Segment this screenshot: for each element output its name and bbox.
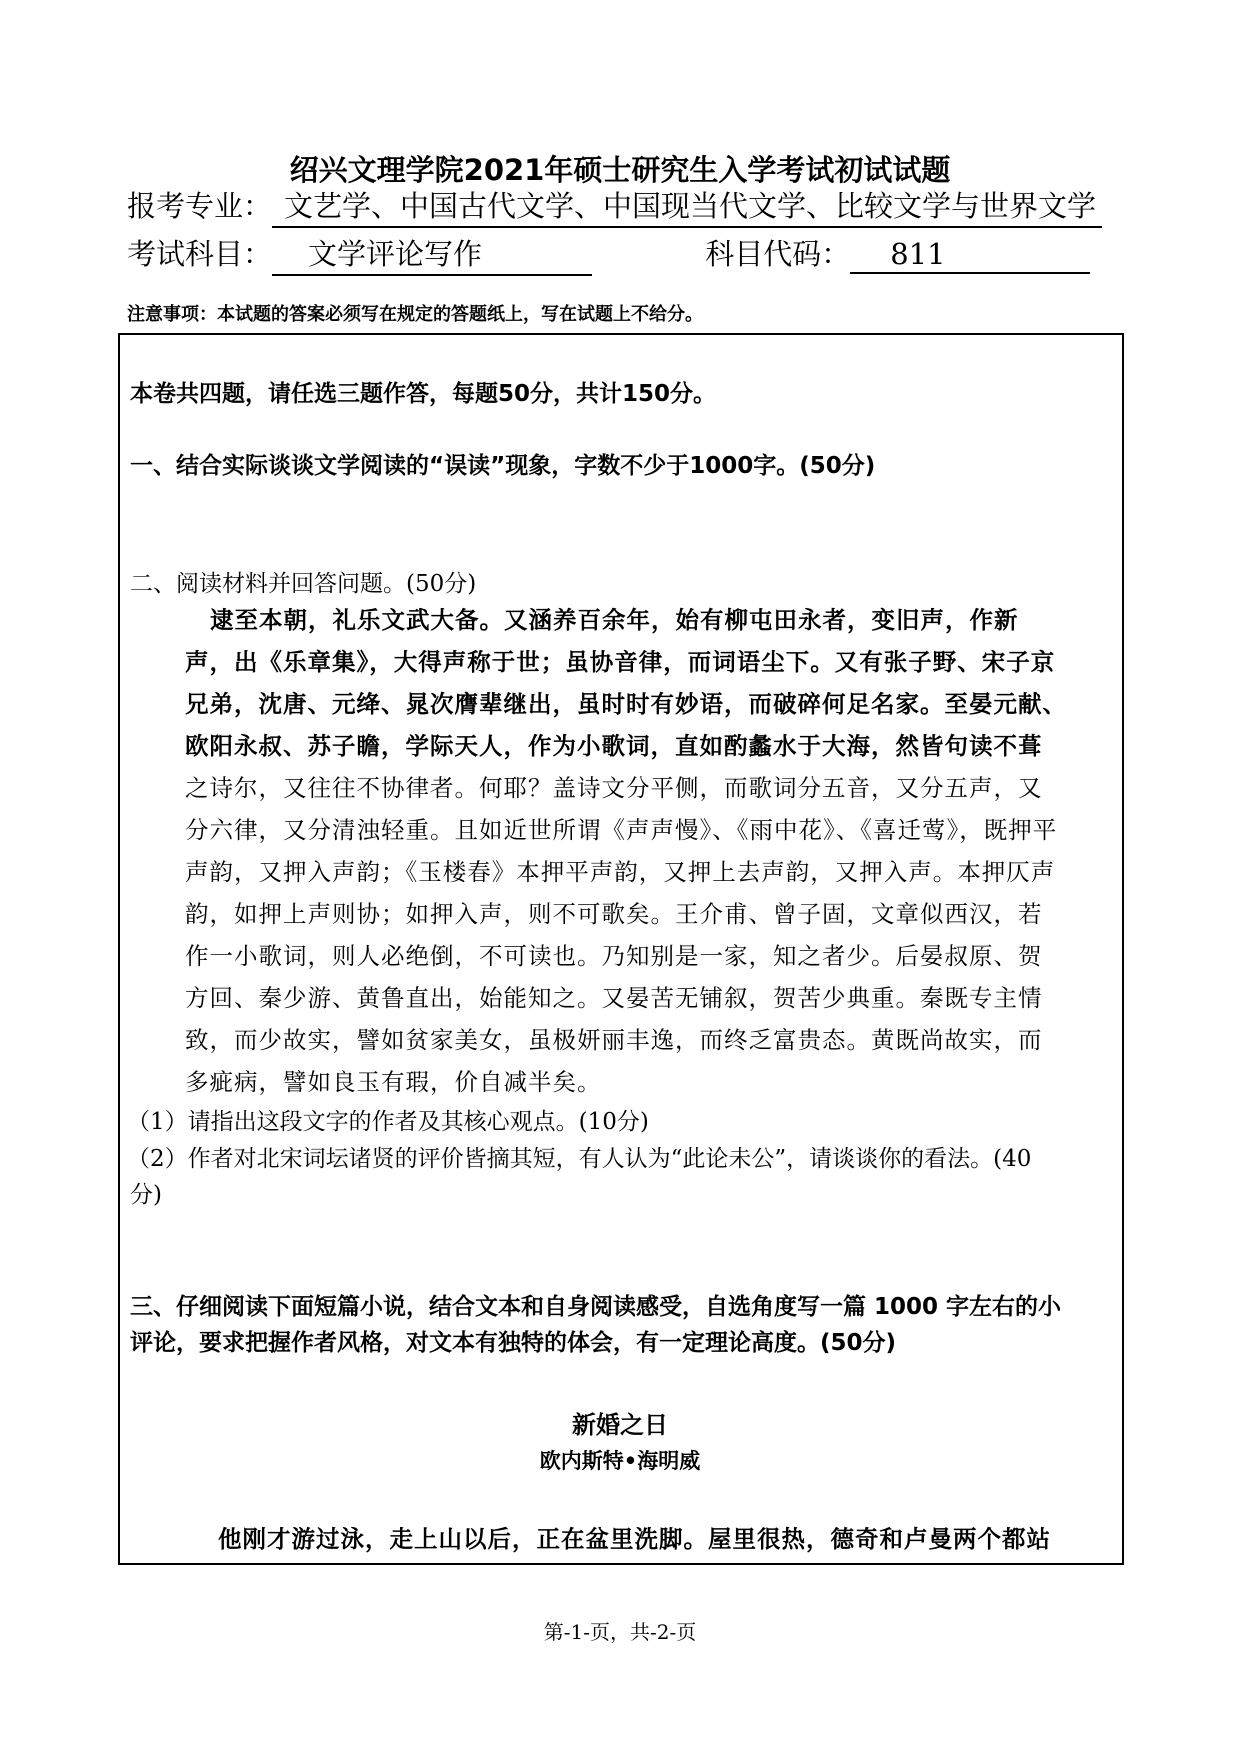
passage-line: 声韵，又押入声韵；《玉楼春》本押平声韵，又押上去声韵，又押入声。本押仄声 <box>185 858 1056 886</box>
question-1 <box>130 447 875 480</box>
question-3-line-1: 三、仔细阅读下面短篇小说，结合文本和自身阅读感受，自选角度写一篇 1000 字左右的小 <box>130 1294 1062 1320</box>
major-value: 文艺学、中国古代文学、中国现当代文学、比较文学与世界文学 <box>272 184 1102 228</box>
passage-line: 欧阳永叔、苏子瞻，学际天人，作为小歌词，直如酌蠡水于大海，然皆句读不葺 <box>185 732 1043 760</box>
story-title: 新婚之日 <box>572 1411 668 1439</box>
passage-line: 韵，如押上声则协；如押入声，则不可歌矣。王介甫、曾子固，文章似西汉，若 <box>185 900 1043 928</box>
passage-line: 兄弟，沈唐、元绛、晁次膺辈继出，虽时时有妙语，而破碎何足名家。至晏元献、 <box>185 690 1067 718</box>
passage-line: 分六律，又分清浊轻重。且如近世所谓《声声慢》、《雨中花》、《喜迁莺》，既押平 <box>185 816 1058 844</box>
passage-line: 之诗尔，又往往不协律者。何耶？盖诗文分平侧，而歌词分五音，又分五声，又 <box>185 774 1043 802</box>
question-2-sub-2: （2）作者对北宋词坛诸贤的评价皆摘其短，有人认为“此论未公”，请谈谈你的看法。(40 <box>127 1146 1032 1172</box>
subject-value: 文学评论写作 <box>272 232 592 276</box>
subject-row <box>127 232 1007 276</box>
question-2-sub-1: （1）请指出这段文字的作者及其核心观点。(10分) <box>127 1109 649 1135</box>
page-footer: 第-1-页，共-2-页 <box>543 1620 697 1644</box>
notice-text: 注意事项：本试题的答案必须写在规定的答题纸上，写在试题上不给分。 <box>127 304 703 325</box>
passage-line: 逮至本朝，礼乐文武大备。又涵养百余年，始有柳屯田永者，变旧声，作新 <box>210 606 1019 634</box>
question-2-heading: 二、阅读材料并回答问题。(50分) <box>130 571 477 597</box>
story-first-line: 他刚才游过泳，走上山以后，正在盆里洗脚。屋里很热，德奇和卢曼两个都站 <box>218 1525 1051 1553</box>
passage-line: 声，出《乐章集》，大得声称于世；虽协音律，而词语尘下。又有张子野、宋子京 <box>185 648 1056 676</box>
exam-title: 绍兴文理学院2021年硕士研究生入学考试初试试题 <box>289 153 951 187</box>
question-2-sub-2-cont: 分) <box>130 1182 162 1208</box>
question-3-line-2: 评论，要求把握作者风格，对文本有独特的体会，有一定理论高度。(50分) <box>130 1330 897 1356</box>
question-1-text: 一、结合实际谈谈文学阅读的“误读”现象，字数不少于1000字。(50分) <box>130 453 876 479</box>
passage-line: 致，而少故实，譬如贫家美女，虽极妍丽丰逸，而终乏富贵态。黄既尚故实，而 <box>185 1026 1043 1054</box>
passage-line: 作一小歌词，则人必绝倒，不可读也。乃知别是一家，知之者少。后晏叔原、贺 <box>185 942 1043 970</box>
code-label: 科目代码： <box>705 237 851 271</box>
intro-text: 本卷共四题，请任选三题作答，每题50分，共计150分。 <box>130 381 717 407</box>
passage-line: 方回、秦少游、黄鲁直出，始能知之。又晏苦无铺叙，贺苦少典重。秦既专主情 <box>185 984 1043 1012</box>
passage-line: 多疵病，譬如良玉有瑕，价自减半矣。 <box>185 1068 602 1096</box>
major-label: 报考专业： <box>127 189 273 223</box>
story-author: 欧内斯特•海明威 <box>539 1448 701 1473</box>
code-value: 811 <box>850 237 1090 274</box>
subject-label: 考试科目： <box>127 237 273 271</box>
major-row <box>127 184 1102 228</box>
